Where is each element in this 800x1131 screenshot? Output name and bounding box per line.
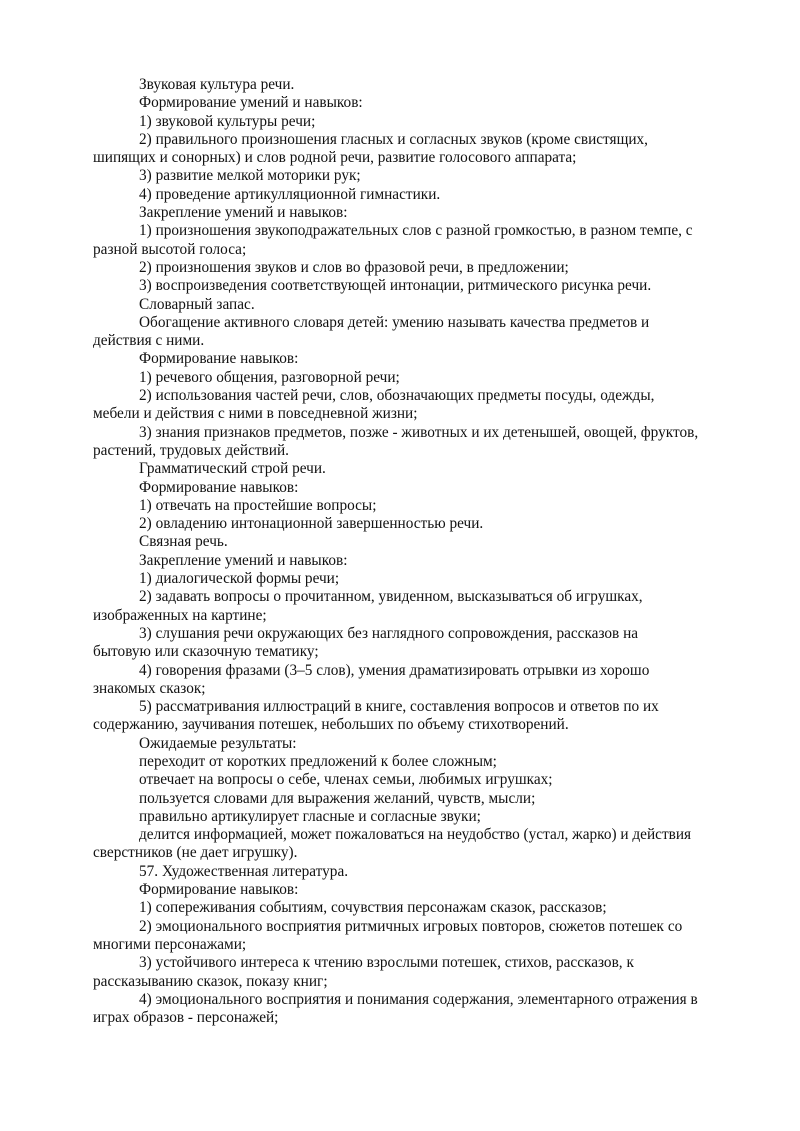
paragraph-continuation-line: действия с ними. [93,332,205,350]
paragraph [116,259,744,277]
paragraph [93,661,744,699]
paragraph-line: отвечает на вопросы о себе, членах семьи, любимых игрушках; [139,771,553,789]
paragraph [116,204,744,222]
paragraph-line: Грамматический строй речи. [139,460,326,478]
paragraph-line: 1) речевого общения, разговорной речи; [139,368,400,386]
paragraph [116,167,744,185]
paragraph [116,899,744,917]
paragraph [93,387,744,424]
paragraph-line: правильно артикулирует гласные и согласные звуки; [139,807,481,825]
paragraph [116,533,744,551]
paragraph-line: переходит от коротких предложений к более сложным; [139,752,497,770]
paragraph-line: 3) знания признаков предметов, позже - животных и их детенышей, овощей, фруктов, [139,423,699,441]
paragraph-continuation-line: содержанию, заучивания потешек, небольших по объему стихотворений. [93,716,569,734]
paragraph-line: 2) эмоционального восприятия ритмичных игровых повторов, сюжетов потешек со [139,917,683,935]
paragraph [93,698,744,735]
paragraph-line: 4) говорения фразами (3–5 слов), умения драматизировать отрывки из хорошо [139,661,650,679]
paragraph-line: 3) развитие мелкой моторики рук; [139,167,361,185]
paragraph-continuation-line: бытовую или сказочную тематику; [93,643,319,661]
paragraph [116,113,744,131]
paragraph [116,863,744,881]
paragraph-line: Звуковая культура речи. [139,76,295,93]
paragraph-continuation-line: играх образов - персонажей; [93,1009,279,1027]
paragraph [116,771,744,789]
paragraph [93,222,744,259]
paragraph-line: 57. Художественная литература. [139,862,349,880]
paragraph [116,479,744,497]
paragraph-line: Формирование навыков: [139,478,299,496]
paragraph-continuation-line: сверстников (не дает игрушку). [93,844,298,862]
paragraph-line: 4) эмоционального восприятия и понимания содержания, элементарного отражения в [139,990,698,1008]
paragraph [116,753,744,771]
paragraph-line: Формирование навыков: [139,881,299,899]
paragraph-line: 3) слушания речи окружающих без наглядного сопровождения, рассказов на [139,624,639,642]
paragraph-line: 4) проведение артикулляционной гимнастики. [139,185,441,203]
paragraph [116,186,744,204]
paragraph [93,624,744,662]
paragraph [116,515,744,533]
paragraph [116,94,744,112]
paragraph [116,76,744,94]
paragraph [93,990,744,1028]
paragraph [116,881,744,899]
paragraph-line: Формирование навыков: [139,350,299,368]
paragraph-line: 1) диалогической формы речи; [139,570,340,588]
paragraph [93,423,744,461]
paragraph-continuation-line: шипящих и сонорных) и слов родной речи, развитие голосового аппарата; [93,149,577,167]
paragraph [93,917,744,955]
paragraph-line: 1) сопереживания событиям, сочувствия персонажам сказок, рассказов; [139,899,607,917]
paragraph-line: 1) звуковой культуры речи; [139,112,316,130]
paragraph-line: 3) воспроизведения соответствующей интонации, ритмического рисунка речи. [139,277,652,295]
paragraph-line: 2) задавать вопросы о прочитанном, увиденном, высказываться об игрушках, [139,588,643,606]
paragraph [116,277,744,295]
paragraph [116,350,744,368]
paragraph [116,570,744,588]
paragraph [93,954,744,991]
paragraph-line: пользуется словами для выражения желаний, чувств, мысли; [139,789,536,807]
paragraph-line: Закрепление умений и навыков: [139,204,348,222]
paragraph-line: Обогащение активного словаря детей: умению называть качества предметов и [139,313,650,331]
paragraph [93,588,744,625]
paragraph-line: 3) устойчивого интереса к чтению взрослыми потешек, стихов, рассказов, к [139,954,634,972]
paragraph [116,735,744,753]
paragraph-line: Словарный запас. [139,295,255,313]
paragraph-line: 2) произношения звуков и слов во фразовой речи, в предложении; [139,258,569,276]
paragraph [116,460,744,478]
paragraph-continuation-line: знакомых сказок; [93,679,206,697]
paragraph-continuation-line: мебели и действия с ними в повседневной жизни; [93,405,418,423]
paragraph-line: 2) овладению интонационной завершенностью речи. [139,515,484,533]
paragraph-line: 1) произношения звукоподражательных слов с разной громкостью, в разном темпе, с [139,222,693,240]
paragraph-line: 5) рассматривания иллюстраций в книге, составления вопросов и ответов по их [139,698,659,716]
paragraph-line: 1) отвечать на простейшие вопросы; [139,496,377,514]
paragraph-continuation-line: многими персонажами; [93,935,247,953]
paragraph-line: Связная речь. [139,533,228,551]
paragraph [116,552,744,570]
paragraph-continuation-line: рассказыванию сказок, показу книг; [93,972,328,990]
paragraph [116,369,744,387]
paragraph [93,826,744,863]
paragraph-line: Закрепление умений и навыков: [139,551,348,569]
paragraph-line: Ожидаемые результаты: [139,734,297,752]
paragraph [116,808,744,826]
paragraph-continuation-line: разной высотой голоса; [93,240,247,258]
paragraph-line: Формирование умений и навыков: [139,94,363,112]
paragraph [93,313,744,351]
paragraph [116,296,744,314]
paragraph-continuation-line: изображенных на картине; [93,606,267,624]
paragraph-line: делится информацией, может пожаловаться на неудобство (устал, жарко) и действия [139,826,692,844]
document-page [93,76,744,1027]
paragraph [116,497,744,515]
paragraph-line: 2) использования частей речи, слов, обозначающих предметы посуды, одежды, [139,387,655,405]
paragraph [93,130,744,168]
paragraph-line: 2) правильного произношения гласных и согласных звуков (кроме свистящих, [139,130,649,148]
paragraph [116,790,744,808]
paragraph-continuation-line: растений, трудовых действий. [93,441,289,459]
